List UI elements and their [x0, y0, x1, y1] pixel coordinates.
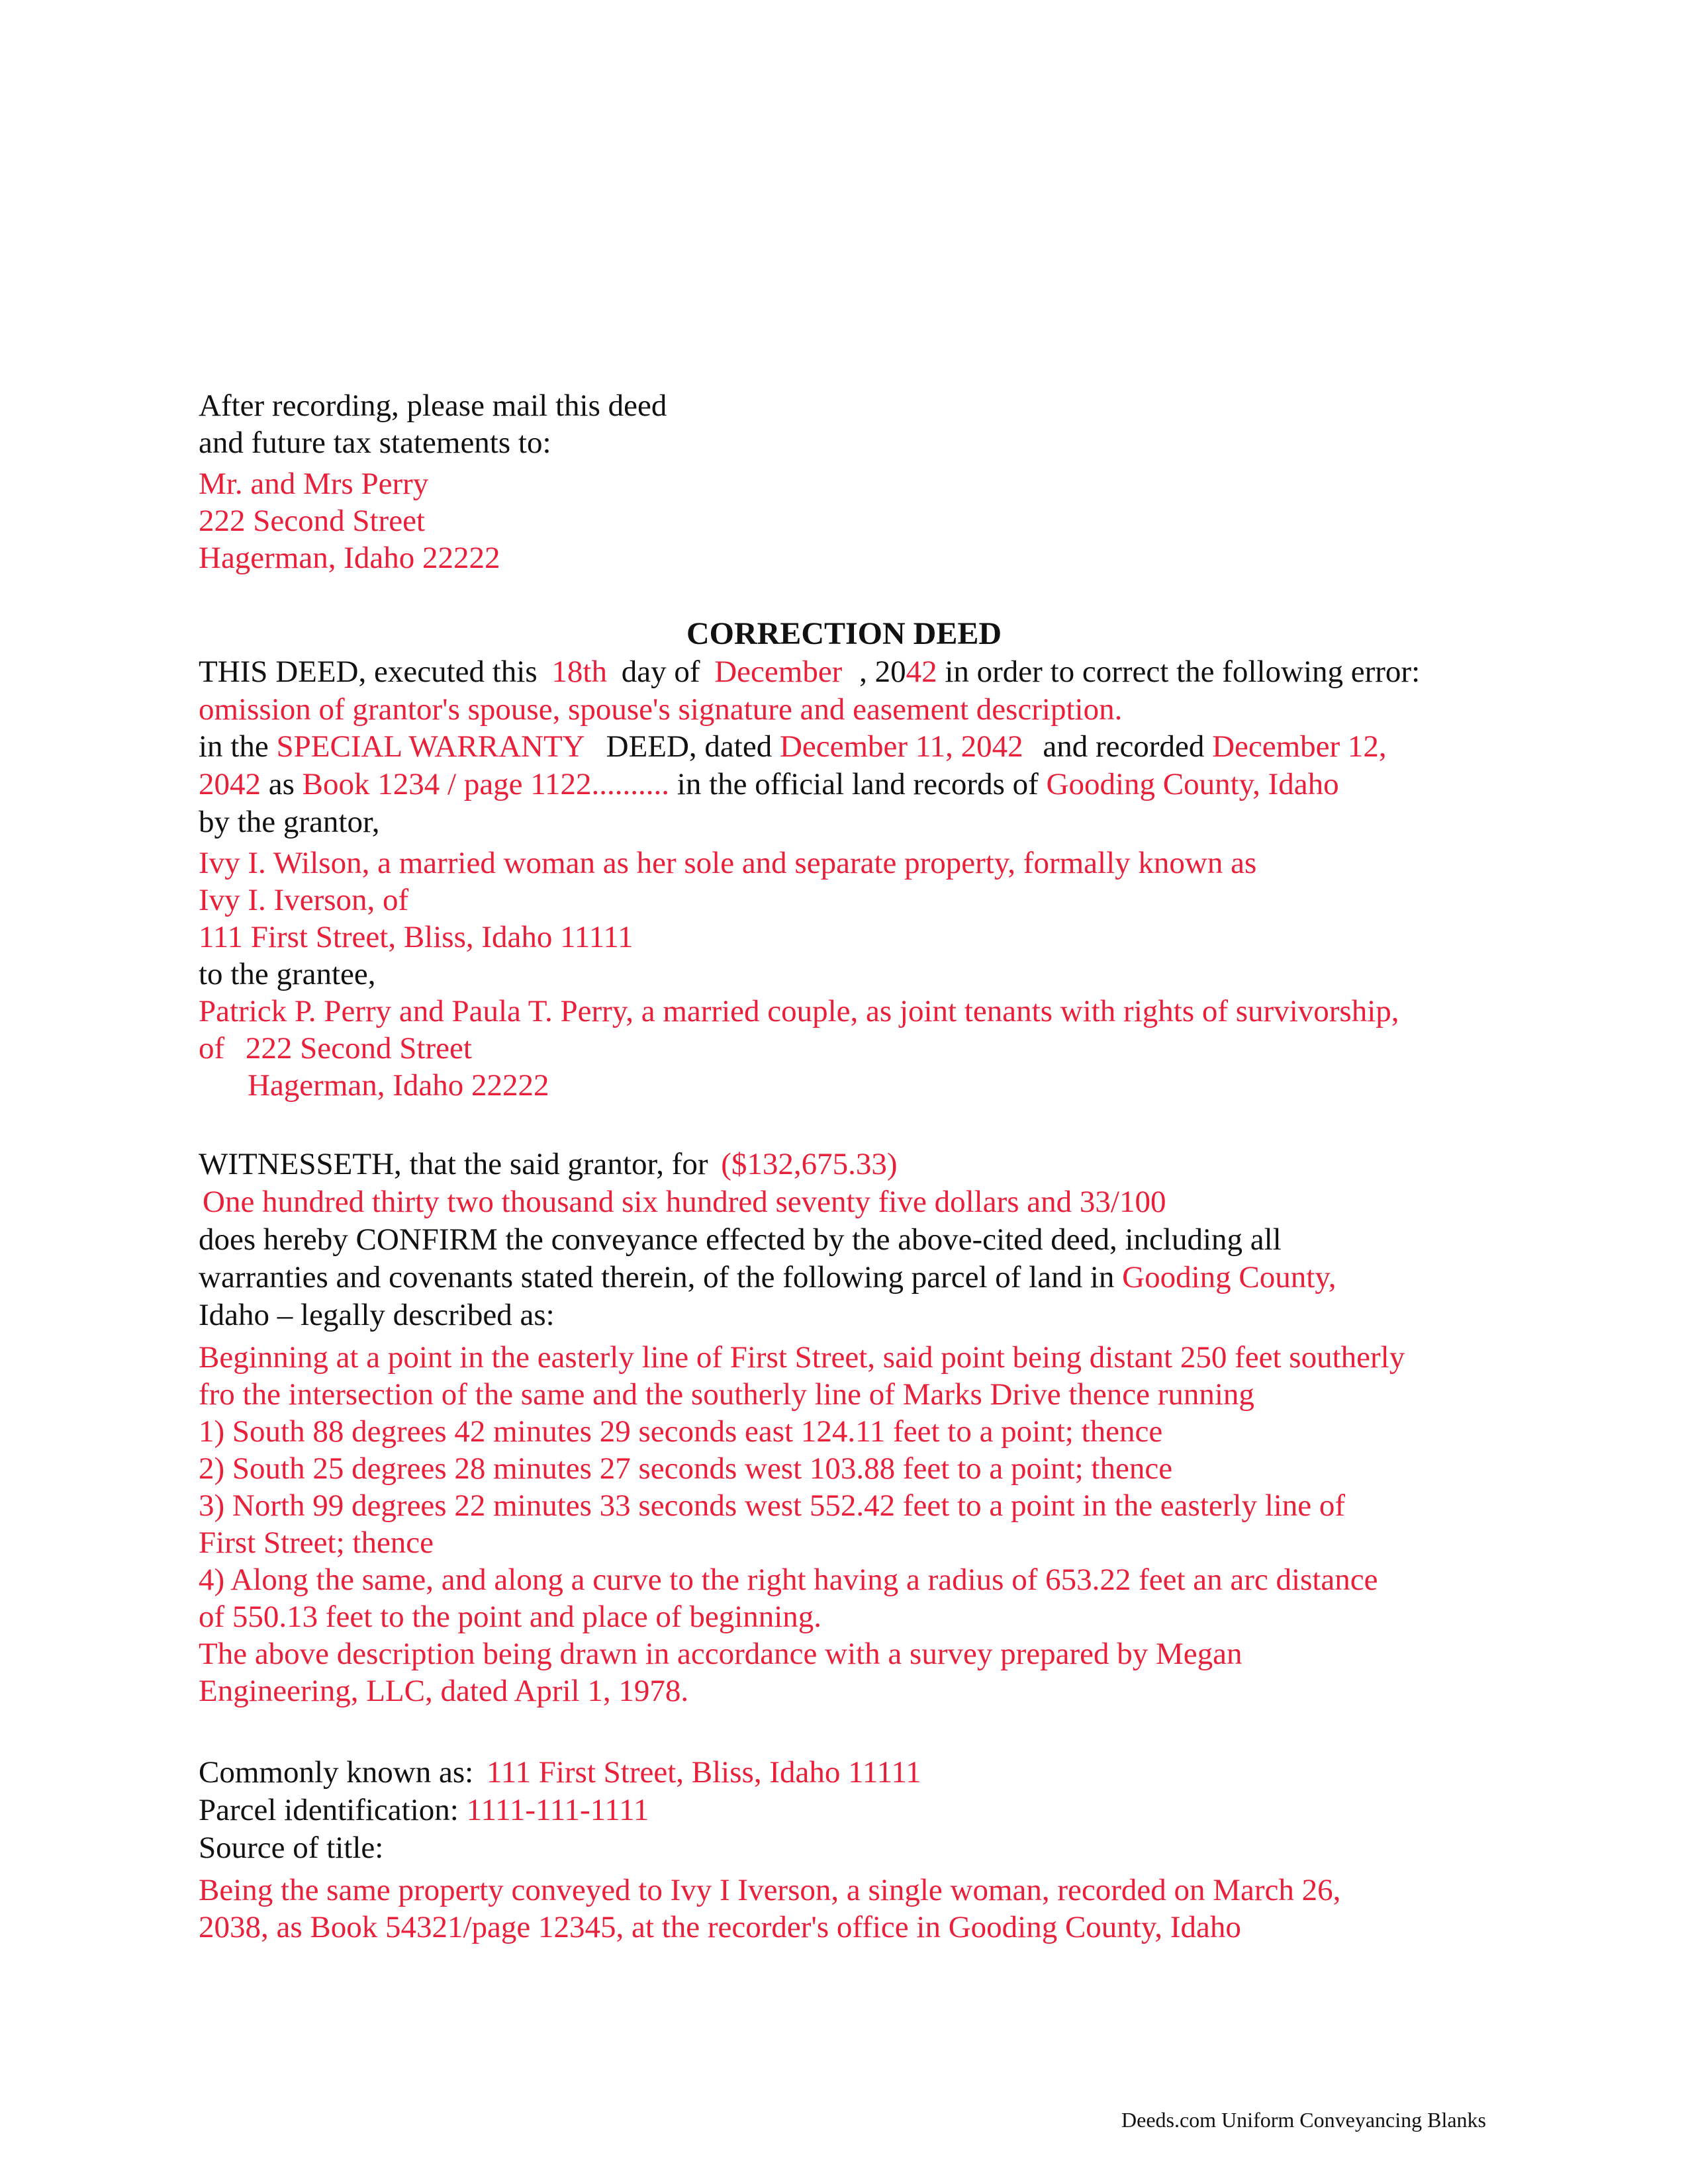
as-text: as	[268, 767, 295, 801]
deed-dated-value: December 11, 2042	[779, 729, 1023, 764]
legal-line: 2) South 25 degrees 28 minutes 27 seconds west 103.88 feet to a point; thence	[199, 1451, 1173, 1486]
book-page: Book 1234 / page 1122..........	[302, 767, 670, 801]
execution-year-prefix: , 20	[859, 655, 906, 689]
commonly-known-label: Commonly known as:	[199, 1755, 474, 1790]
legal-line: 3) North 99 degrees 22 minutes 33 seconds west 552.42 feet to a point in the easterly line of	[199, 1488, 1346, 1523]
execution-month: December	[714, 655, 843, 689]
in-the-text: in the	[199, 729, 269, 764]
grantee-city: Hagerman, Idaho 22222	[248, 1068, 549, 1103]
return-instruction-line1: After recording, please mail this deed	[199, 388, 667, 423]
and-recorded-text: and recorded	[1043, 729, 1205, 764]
commonly-known-line	[199, 1754, 921, 1791]
parcel-id-value: 1111-111-1111	[466, 1793, 649, 1827]
original-deed-line	[199, 728, 1387, 765]
legal-line: 1) South 88 degrees 42 minutes 29 seconds east 124.11 feet to a point; thence	[199, 1414, 1163, 1449]
document-title: CORRECTION DEED	[686, 616, 1002, 651]
recording-county: Gooding County, Idaho	[1046, 767, 1339, 801]
legal-line: Beginning at a point in the easterly line of First Street, said point being distant 250 feet southerly	[199, 1340, 1405, 1375]
confirm-line2-text: warranties and covenants stated therein, of the following parcel of land in	[199, 1260, 1115, 1295]
official-records-text: in the official land records of	[677, 767, 1039, 801]
correction-error: omission of grantor's spouse, spouse's signature and easement description.	[199, 692, 1123, 727]
execution-day-of: day of	[621, 655, 700, 689]
legal-line: 4) Along the same, and along a curve to the right having a radius of 653.22 feet an arc distance	[199, 1563, 1378, 1597]
confirm-line2	[199, 1259, 1336, 1296]
deed-type: SPECIAL WARRANTY	[276, 729, 584, 764]
footer-brand: Deeds.com Uniform Conveyancing Blanks	[1121, 2108, 1486, 2132]
grantee-line1: Patrick P. Perry and Paula T. Perry, a married couple, as joint tenants with rights of survivorship,	[199, 994, 1399, 1028]
source-title-line1: Being the same property conveyed to Ivy I Iverson, a single woman, recorded on March 26,	[199, 1873, 1341, 1907]
consideration-amount: ($132,675.33)	[721, 1147, 898, 1181]
confirm-line3: Idaho – legally described as:	[199, 1298, 555, 1332]
parcel-county: Gooding County,	[1122, 1260, 1336, 1295]
consideration-words: One hundred thirty two thousand six hundred seventy five dollars and 33/100	[203, 1185, 1166, 1219]
grantor-line3: 111 First Street, Bliss, Idaho 11111	[199, 920, 633, 954]
return-city: Hagerman, Idaho 22222	[199, 541, 500, 575]
source-title-line2: 2038, as Book 54321/page 12345, at the recorder's office in Gooding County, Idaho	[199, 1910, 1241, 1944]
legal-line: of 550.13 feet to the point and place of beginning.	[199, 1600, 822, 1634]
recorded-date-part1: December 12,	[1212, 729, 1387, 764]
return-instruction-line2: and future tax statements to:	[199, 426, 551, 460]
legal-line: Engineering, LLC, dated April 1, 1978.	[199, 1674, 689, 1708]
grantee-street: 222 Second Street	[245, 1031, 472, 1066]
grantee-label: to the grantee,	[199, 957, 376, 991]
legal-line: The above description being drawn in accordance with a survey prepared by Megan	[199, 1637, 1243, 1671]
legal-line: First Street; thence	[199, 1525, 434, 1560]
grantor-line1: Ivy I. Wilson, a married woman as her sole and separate property, formally known as	[199, 846, 1257, 880]
grantee-address-line	[199, 1030, 472, 1067]
confirm-line1: does hereby CONFIRM the conveyance effected by the above-cited deed, including all	[199, 1222, 1282, 1257]
parcel-id-label: Parcel identification:	[199, 1793, 459, 1827]
book-reference-line	[199, 766, 1339, 803]
execution-year-suffix: 42	[906, 655, 937, 689]
parcel-id-line	[199, 1792, 649, 1829]
return-street: 222 Second Street	[199, 504, 425, 538]
grantee-of: of	[199, 1031, 225, 1066]
commonly-known-value: 111 First Street, Bliss, Idaho 11111	[486, 1755, 921, 1790]
source-title-label: Source of title:	[199, 1831, 384, 1865]
execution-day: 18th	[551, 655, 607, 689]
consideration-line	[199, 1146, 898, 1183]
execution-line	[199, 653, 1420, 690]
legal-line: fro the intersection of the same and the southerly line of Marks Drive thence running	[199, 1377, 1254, 1412]
execution-suffix: in order to correct the following error:	[945, 655, 1421, 689]
recorded-date-part2: 2042	[199, 767, 261, 801]
execution-prefix: THIS DEED, executed this	[199, 655, 538, 689]
grantor-line2: Ivy I. Iverson, of	[199, 883, 409, 917]
witnesseth-text: WITNESSETH, that the said grantor, for	[199, 1147, 708, 1181]
grantor-label: by the grantor,	[199, 805, 380, 839]
return-name: Mr. and Mrs Perry	[199, 467, 429, 501]
deed-dated-text: DEED, dated	[606, 729, 773, 764]
